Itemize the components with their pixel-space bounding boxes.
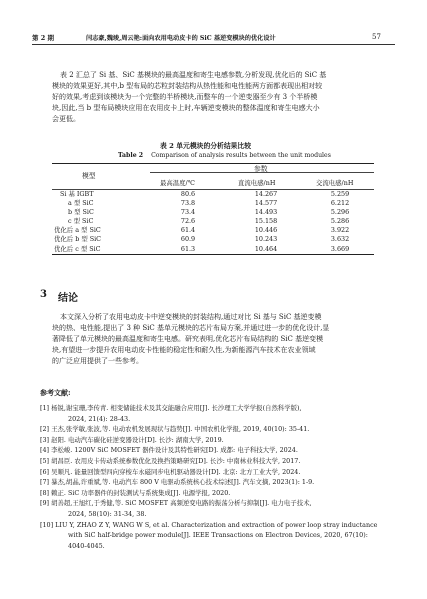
- running-title: 闫志豪,魏竣,周云艳:面向农用电动皮卡的 SiC 基逆变模块的优化设计: [86, 35, 276, 42]
- cell-ac: 5.259: [330, 190, 350, 198]
- cell-ac: 3.669: [330, 244, 350, 253]
- reference-item: [40, 435, 392, 446]
- cell-ac: 5.296: [330, 208, 350, 217]
- reference-number: [9]: [40, 499, 50, 508]
- reference-number: [5]: [40, 456, 50, 465]
- reference-item: [40, 403, 392, 424]
- references-heading: 参考文献:: [40, 388, 71, 397]
- cell-temp: 73.4: [180, 208, 196, 217]
- issue-label: 第 2 期: [32, 34, 55, 42]
- reference-text: 2024, 21(4): 28-43.: [68, 414, 131, 423]
- cell-model: c 型 SiC: [68, 217, 94, 226]
- reference-item: [40, 488, 392, 499]
- intro-paragraph: [52, 70, 394, 125]
- reference-list: [40, 403, 392, 551]
- reference-item: [40, 445, 392, 456]
- reference-item: [40, 456, 392, 467]
- cell-dc: 14.577: [254, 199, 278, 208]
- header-rule: [32, 44, 395, 45]
- cell-model: 优化后 c 型 SiC: [54, 244, 101, 253]
- table-header-ac: 交流电感/nH: [316, 179, 354, 187]
- paragraph-line: 块的热、电性能,提出了 3 种 SiC 基单元模块的芯片布局方案,并通过进一步的优化设计,显: [52, 324, 330, 333]
- conclusion-paragraph: [52, 312, 394, 367]
- section-title: 结论: [58, 293, 78, 304]
- cell-temp: 61.3: [180, 244, 196, 253]
- cell-model: 优化后 b 型 SiC: [54, 235, 102, 244]
- cell-ac: 3.632: [330, 235, 350, 244]
- cell-model: 优化后 a 型 SiC: [54, 226, 101, 235]
- section-number: 3: [40, 289, 47, 300]
- reference-text: 4040-4045.: [68, 541, 105, 550]
- table-bottom-rule: [52, 254, 374, 255]
- cell-model: b 型 SiC: [68, 208, 94, 217]
- paragraph-line: 本文深入分析了农用电动皮卡中逆变模块的封装结构,通过对比 Si 基与 SiC 基逆变模: [60, 313, 322, 321]
- reference-text: 暴杰,胡晶,许重斌,等. 电动汽车 800 V 电驱动系统核心技术综述[J]. 汽车文摘, 2023(1): 1-9.: [51, 478, 315, 487]
- cell-dc: 14.493: [254, 208, 278, 217]
- reference-text: 胡善超,王旭红,于秀健,等. SiC MOSFET 高频逆变电路的振荡分析与抑制[J]. 电力电子技术,: [51, 499, 312, 508]
- reference-item: [40, 467, 392, 478]
- paragraph-line: 块,有望进一步提升农用电动皮卡性能的稳定性和耐久性,为新能源汽车技术在农业领域: [52, 346, 316, 355]
- paragraph-line: 的广泛应用提供了一些参考。: [52, 357, 143, 366]
- table-header-params: 参数: [254, 165, 268, 173]
- paragraph-line: 模块的效果更好,其中,b 型布局的芯粒封装结构从热性能和电性能两方面都表现出相对较: [52, 82, 323, 91]
- paragraph-line: 块,因此,当 b 型布局模块应用在农用皮卡上时,车辆逆变模块的整体温度和寄生电感大小: [52, 104, 320, 113]
- reference-item: [40, 520, 392, 552]
- table-caption-en: [118, 152, 331, 159]
- cell-temp: 72.6: [180, 217, 196, 226]
- table-caption-cn: 表 2 单元模块的分析结果比较: [160, 142, 252, 150]
- reference-text: 杨锐,谢宝珊,李传青. 相变储能技术及其交能融合应用[J]. 长沙理工大学学报(自然科学版),: [51, 404, 302, 412]
- reference-number: [1]: [40, 404, 50, 412]
- table-caption-en-text: Comparison of analysis results between the unit modules: [151, 152, 331, 159]
- reference-text: 赖正. SiC 功率器件的封装测试与系统集成[J]. 电源学报, 2020.: [51, 488, 231, 497]
- cell-ac: 3.922: [330, 226, 350, 235]
- reference-number: [6]: [40, 467, 50, 476]
- cell-dc: 10.446: [254, 226, 278, 235]
- cell-model: a 型 SiC: [68, 199, 94, 208]
- reference-item: [40, 498, 392, 519]
- table-row: [52, 235, 374, 244]
- table-top-rule: [52, 163, 374, 164]
- reference-number: [10]: [40, 520, 54, 529]
- cell-dc: 14.267: [254, 190, 278, 198]
- results-table: [52, 190, 374, 254]
- paragraph-line: 著降低了单元模块的最高温度和寄生电感。研究表明,优化芯片布局结构的 SiC 基逆变模: [52, 335, 324, 344]
- table-header-temp: 最高温度/℃: [160, 179, 195, 187]
- cell-temp: 73.8: [180, 199, 196, 208]
- paragraph-line: 表 2 汇总了 Si 基、SiC 基模块的最高温度和寄生电感参数,分析发现,优化后的 SiC 基: [60, 71, 327, 79]
- table-row: [52, 208, 374, 217]
- reference-text: 胡昌臣. 农用皮卡传动系统参数优化及换挡策略研究[D]. 长沙: 中南林业科技大学, 2017.: [51, 456, 301, 465]
- reference-text: 2024, 58(10): 31-34, 38.: [68, 509, 147, 518]
- cell-temp: 60.9: [180, 235, 196, 244]
- reference-text: with SiC half-bridge power module[J]. IEEE Transactions on Electron Devices, 2020, 67(10):: [68, 531, 368, 540]
- cell-dc: 10.243: [254, 235, 278, 244]
- reference-number: [7]: [40, 478, 50, 487]
- table-header-dc: 直流电感/nH: [238, 179, 276, 187]
- cell-ac: 5.286: [330, 217, 350, 226]
- paragraph-line: 好的效果,考虑到该模块为一个完整的半桥模块,而整车的一个逆变器至少有 3 个半桥模: [52, 93, 318, 102]
- reference-text: 吴顺凡. 能量回馈型四向穿梭车永磁同步电机驱动器设计[D]. 北京: 北方工业大学, 2024.: [51, 467, 301, 476]
- reference-number: [3]: [40, 435, 50, 444]
- cell-temp: 80.6: [180, 190, 196, 198]
- table-row: [52, 190, 374, 199]
- table-row: [52, 199, 374, 208]
- cell-ac: 6.212: [330, 199, 350, 208]
- page-number: 57: [372, 33, 381, 41]
- cell-temp: 61.4: [180, 226, 196, 235]
- reference-text: 赵阳. 电动汽车碳化硅逆变器设计[D]. 长沙: 湖南大学, 2019.: [51, 435, 224, 444]
- reference-text: 李松峻. 1200V SiC MOSFET 器件设计及其特性研究[D]. 成都: 电子科技大学, 2024.: [51, 446, 298, 455]
- reference-item: [40, 477, 392, 488]
- reference-number: [4]: [40, 446, 50, 455]
- reference-number: [2]: [40, 425, 50, 434]
- reference-item: [40, 424, 392, 435]
- paragraph-line: 会更低。: [52, 115, 80, 124]
- reference-text: LIU Y, ZHAO Z Y, WANG W S, et al. Characterization and extraction of power loop stray inductance: [55, 520, 378, 529]
- table-caption-en-label: Table 2: [118, 152, 144, 159]
- reference-text: 王杰,张学敏,张波,等. 电动农机发展现状与趋势[J]. 中国农机化学报, 2019, 40(10): 35-41.: [51, 425, 310, 434]
- table-header-model: 模型: [82, 172, 96, 180]
- table-row: [52, 245, 374, 254]
- cell-dc: 15.158: [254, 217, 278, 226]
- cell-model: Si 基 IGBT: [60, 190, 94, 198]
- cell-dc: 10.464: [254, 244, 278, 253]
- reference-number: [8]: [40, 488, 50, 497]
- table-row: [52, 217, 374, 226]
